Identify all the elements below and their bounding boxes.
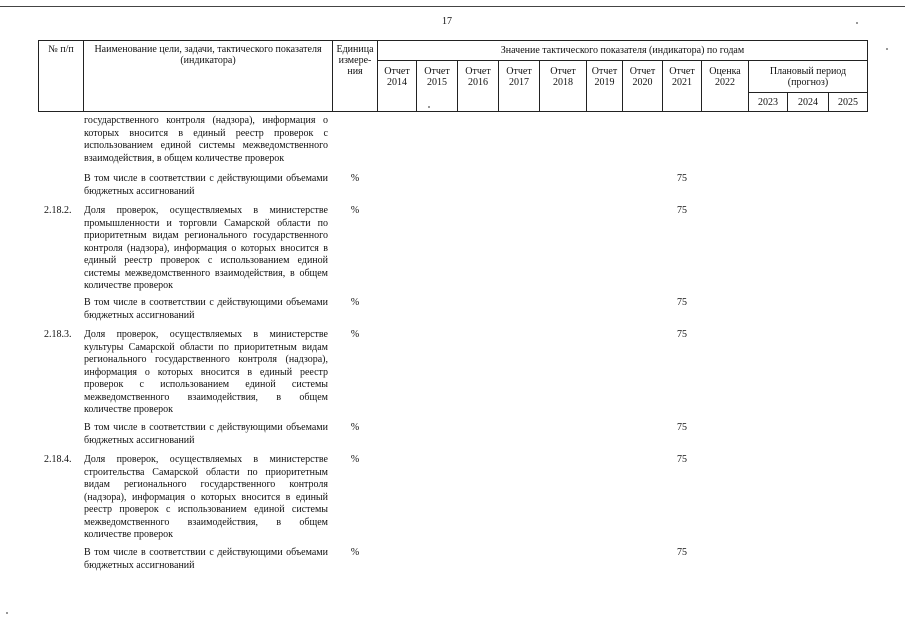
header-year-2019-label: Отчет 2019: [591, 66, 618, 88]
header-name-label: Наименование цели, задачи, тактического показателя (индикатора): [94, 44, 322, 66]
page-number: 17: [442, 16, 452, 27]
row-number: 2.18.4.: [44, 454, 72, 465]
header-year-2017-label: Отчет 2017: [506, 66, 532, 88]
row-unit: %: [350, 454, 360, 465]
scan-speck: [428, 106, 430, 108]
row-unit: %: [350, 547, 360, 558]
header-year-2016-label: Отчет 2016: [465, 66, 491, 88]
row-unit: %: [350, 329, 360, 340]
row-value-2021: 75: [677, 297, 687, 308]
scan-speck: [886, 48, 888, 50]
header-num-label: № п/п: [48, 44, 74, 55]
row-value-2021: 75: [677, 422, 687, 433]
page-top-rule: [0, 6, 905, 7]
row-value-2021: 75: [677, 173, 687, 184]
header-values-label: Значение тактического показателя (индикатора) по годам: [500, 45, 745, 56]
row-indicator-name: В том числе в соответствии с действующими объемами бюджетных ассигнований: [84, 422, 328, 446]
row-number: 2.18.3.: [44, 329, 72, 340]
row-indicator-name: В том числе в соответствии с действующими объемами бюджетных ассигнований: [84, 297, 328, 321]
row-unit: %: [350, 297, 360, 308]
row-value-2021: 75: [677, 454, 687, 465]
header-year-2015-label: Отчет 2015: [424, 66, 450, 88]
header-year-2018-label: Отчет 2018: [550, 66, 576, 88]
row-indicator-name: Доля проверок, осуществляемых в министерстве промышленности и торговли Самарской области по приоритетным видам регионального государственного контроля (надзора), информация о которых вносится в единый реестр проверок с использованием единой системы межведомственного взаимодействия, в общем количестве проверок: [84, 205, 328, 291]
row-indicator-name: Доля проверок, осуществляемых в министерстве культуры Самарской области по приоритетным видам регионального государственного контроля (надзора), информация о которых вносится в единый реестр проверок с использованием единой системы межведомственного взаимодействия, в общем количестве проверок: [84, 329, 328, 415]
header-plan-2023-label: 2023: [758, 97, 778, 108]
header-plan-label: Плановый период (прогноз): [769, 66, 847, 88]
header-year-2014-label: Отчет 2014: [384, 66, 410, 88]
row-value-2021: 75: [677, 547, 687, 558]
scan-speck: [6, 612, 8, 614]
row-indicator-name: В том числе в соответствии с действующими объемами бюджетных ассигнований: [84, 547, 328, 571]
header-plan-2025-label: 2025: [838, 97, 858, 108]
scan-speck: [856, 22, 858, 24]
row-number: 2.18.2.: [44, 205, 72, 216]
row-value-2021: 75: [677, 329, 687, 340]
header-year-2021-label: Отчет 2021: [669, 66, 695, 88]
row-indicator-name: Доля проверок, осуществляемых в министерстве строительства Самарской области по приоритетным видам регионального государственного контроля (надзора), информация о которых вносится в единый реестр проверок с использованием единой системы межведомственного взаимодействия, в общем количестве проверок: [84, 454, 328, 540]
row-indicator-name: государственного контроля (надзора), информация о которых вносится в единый реестр проверок с использованием единой системы межведомственного взаимодействия, в общем количестве проверок: [84, 115, 328, 164]
row-unit: %: [350, 422, 360, 433]
row-unit: %: [350, 173, 360, 184]
row-indicator-name: В том числе в соответствии с действующими объемами бюджетных ассигнований: [84, 173, 328, 197]
header-year-2020-label: Отчет 2020: [629, 66, 656, 88]
header-year-2022-label: Оценка 2022: [709, 66, 741, 88]
row-unit: %: [350, 205, 360, 216]
row-value-2021: 75: [677, 205, 687, 216]
header-plan-2024-label: 2024: [798, 97, 818, 108]
header-unit-label: Единица измере-ния: [336, 44, 374, 77]
